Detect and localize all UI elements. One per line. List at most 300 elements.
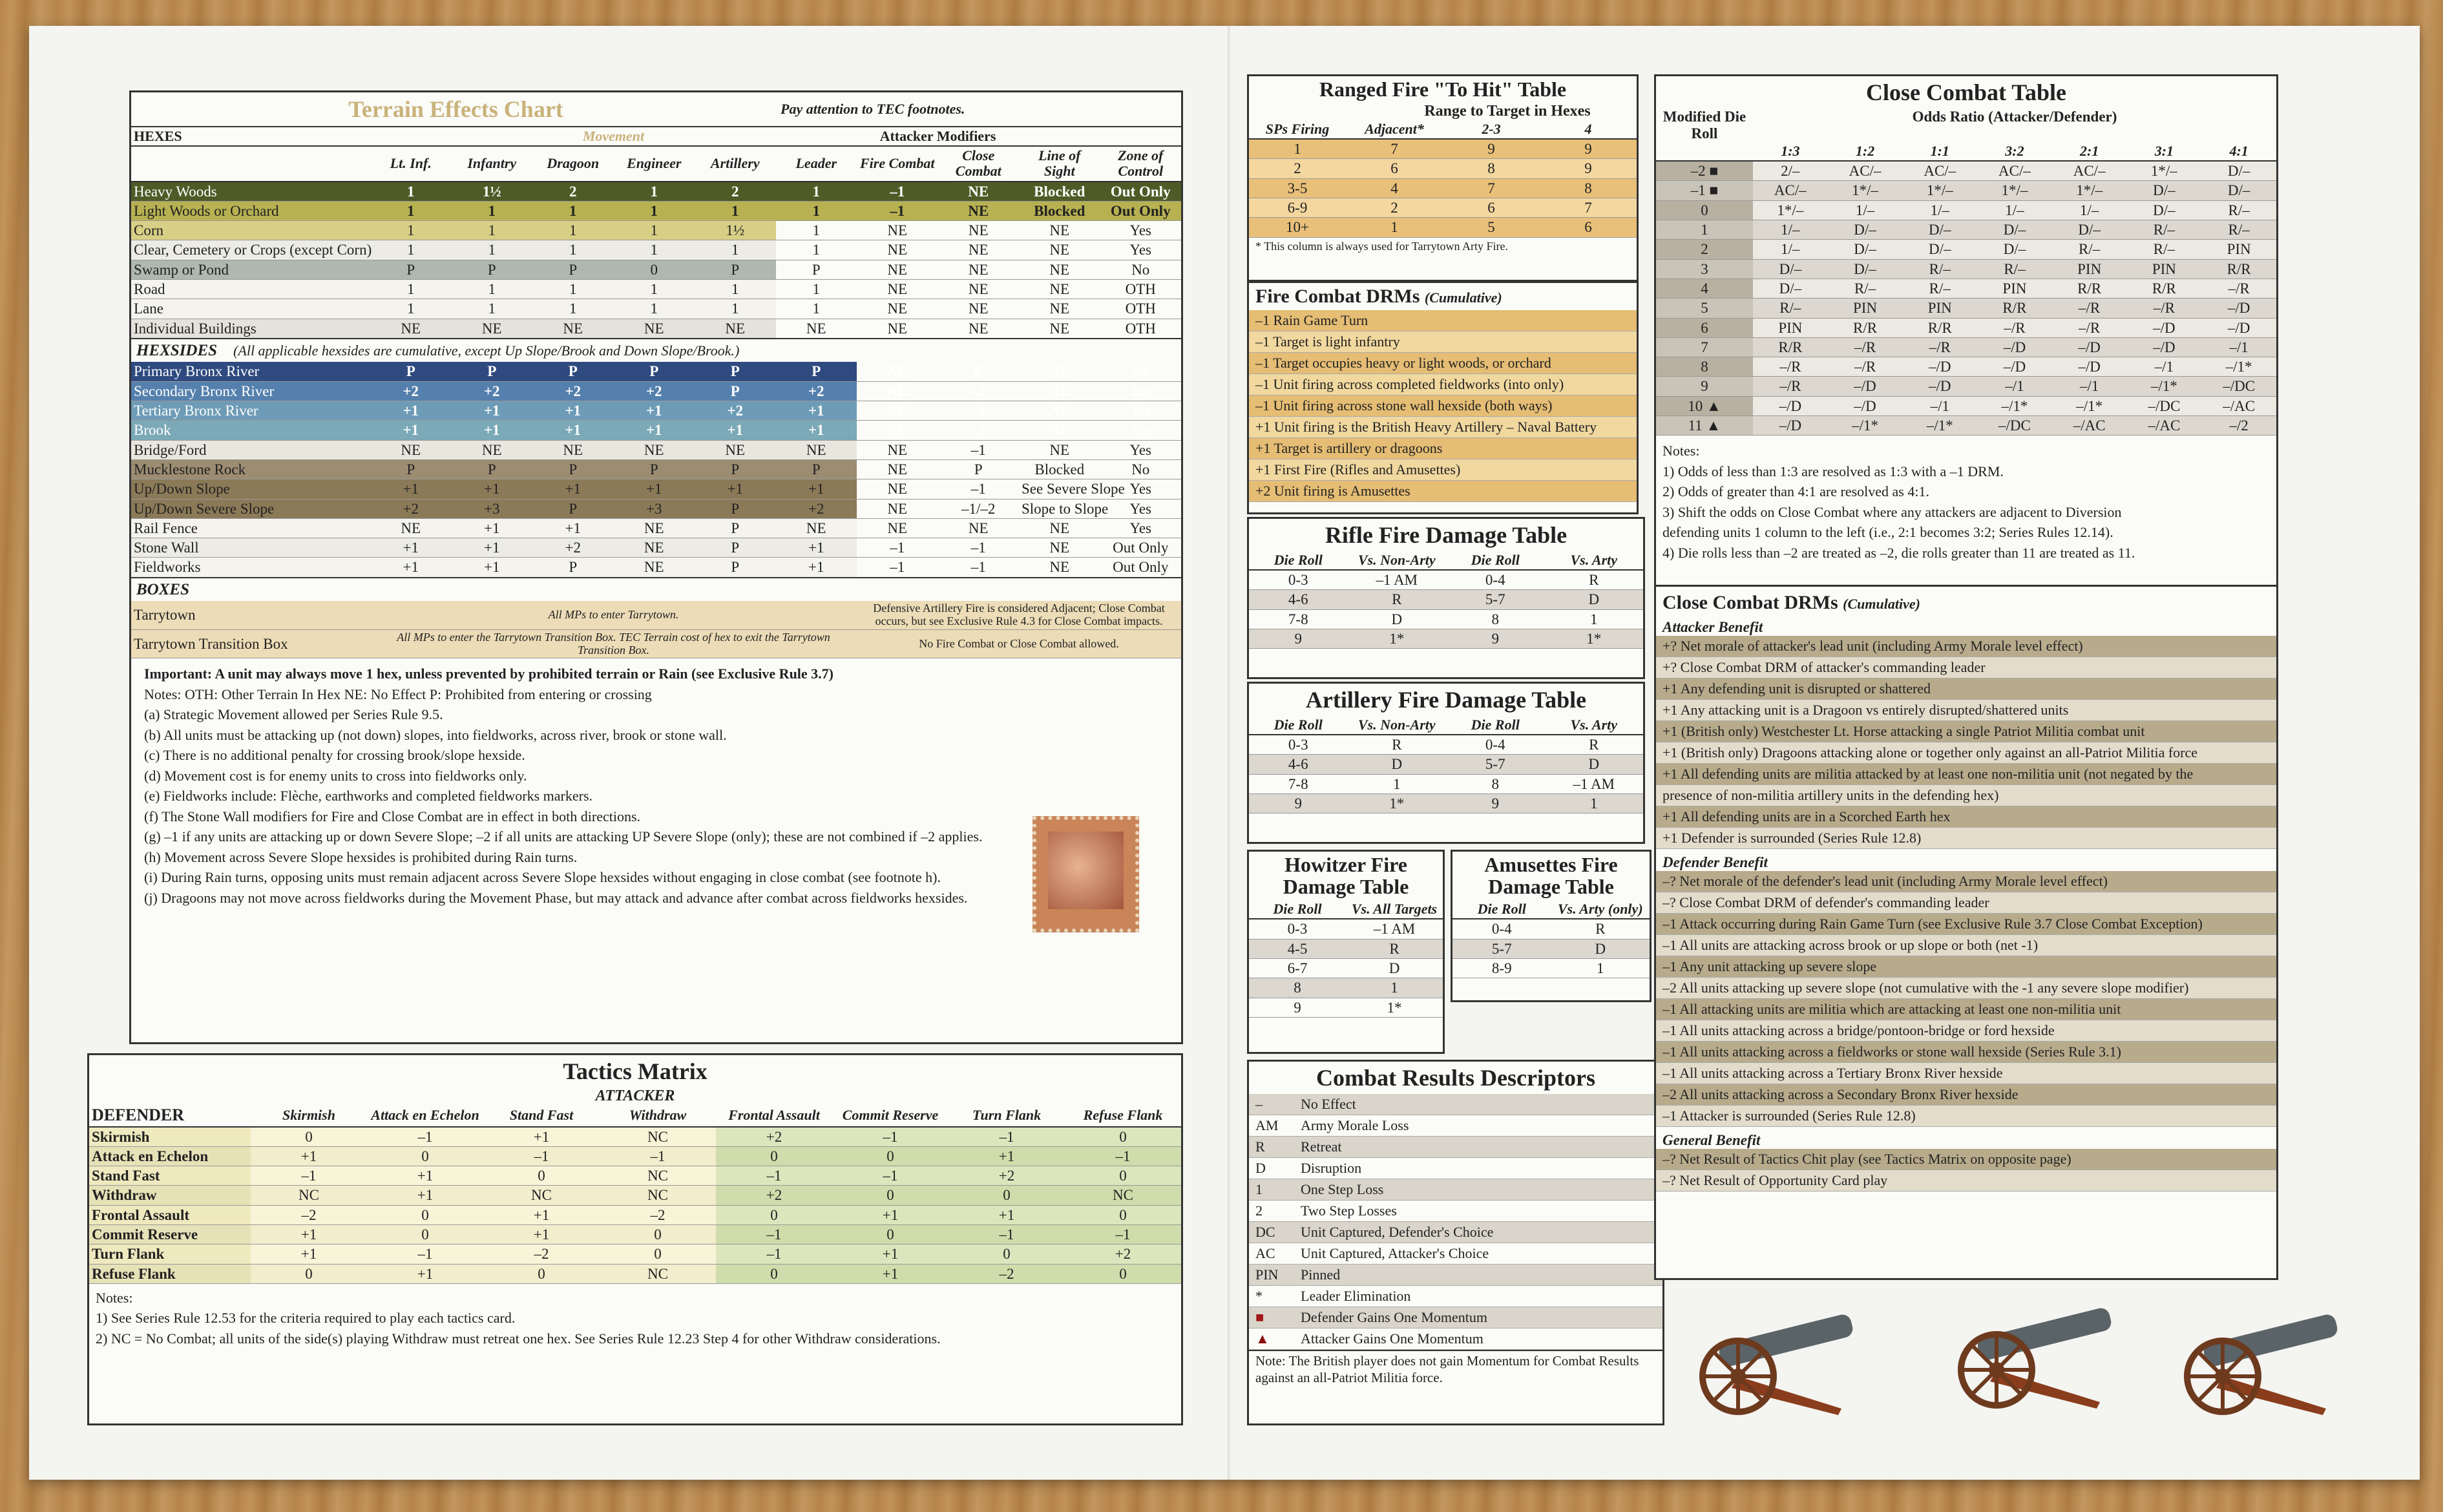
ranged-table — [1249, 120, 1637, 238]
footnote: (h) Movement across Severe Slope hexsides is prohibited during Rain turns. — [144, 848, 578, 865]
table-cell: Yes — [1100, 479, 1182, 499]
table-cell: R/R — [2127, 278, 2202, 298]
result-code: 2 — [1255, 1202, 1263, 1219]
drm-item: –1 Target is light infantry — [1249, 331, 1637, 353]
table-cell: –/D — [1753, 416, 1828, 436]
table-cell: Lane — [131, 299, 370, 319]
table-row — [1249, 939, 1443, 958]
table-cell: –/D — [1753, 396, 1828, 415]
table-cell: 1 — [370, 201, 452, 220]
table-cell: D/– — [1977, 220, 2052, 240]
table-row — [1656, 377, 2276, 396]
table-cell: –/AC — [2052, 416, 2127, 436]
drm-item: –1 Target occupies heavy or light woods, or orchard — [1249, 353, 1637, 374]
table-cell: NE — [1019, 558, 1100, 578]
table-row — [131, 558, 1181, 578]
general-benefit-label: General Benefit — [1662, 1132, 1761, 1148]
table-cell: P — [452, 459, 533, 479]
table-cell: NE — [938, 319, 1020, 339]
table-cell: –1 — [251, 1166, 367, 1186]
table-cell: –1 — [1065, 1225, 1181, 1244]
result-item — [1249, 1094, 1662, 1115]
terrain-chart-title: Terrain Effects Chart — [348, 96, 563, 122]
table-cell: P — [370, 459, 452, 479]
table-cell: 0 — [600, 1244, 716, 1264]
table-cell: 8 — [1443, 159, 1540, 178]
tactics-notes — [89, 1284, 1181, 1349]
table-cell: Up/Down Severe Slope — [131, 499, 370, 518]
table-row — [1249, 919, 1443, 939]
table-cell: –/DC — [2201, 377, 2276, 396]
table-cell: 1*/– — [1828, 181, 1903, 200]
note-line: defending units 1 column to the left (i.e., 2:1 becomes 3:2; Series Rules 12.14). — [1662, 524, 2113, 541]
table-cell: –/D — [1902, 377, 1977, 396]
table-cell: Corn — [131, 221, 370, 240]
table-cell: P — [776, 362, 857, 381]
table-cell: 5-7 — [1446, 590, 1545, 609]
table-cell: D — [1346, 958, 1443, 978]
table-row — [1249, 198, 1637, 218]
table-cell: 1 — [370, 182, 452, 202]
table-cell: R/– — [2052, 240, 2127, 259]
table-cell: 8 — [1540, 178, 1637, 198]
table-cell: NE — [857, 518, 938, 538]
table-cell: –1 AM — [1348, 570, 1447, 590]
table-cell: OTH — [1100, 319, 1182, 339]
table-cell: P — [532, 558, 614, 578]
table-cell: NC — [600, 1166, 716, 1186]
table-cell: 0 — [1065, 1264, 1181, 1283]
result-code: PIN — [1255, 1266, 1279, 1283]
table-cell: 4-5 — [1249, 939, 1346, 958]
table-cell: NE — [938, 201, 1020, 220]
table-cell: P — [695, 538, 776, 558]
table-cell: 4-6 — [1249, 755, 1348, 774]
table-cell: 1 — [776, 299, 857, 319]
table-cell: –1 — [716, 1225, 832, 1244]
table-cell: –/D — [2052, 337, 2127, 357]
table-cell: 1/– — [1753, 240, 1828, 259]
table-row — [1249, 794, 1643, 814]
table-cell: NE — [1019, 221, 1100, 240]
result-description: Retreat — [1301, 1139, 1342, 1155]
table-cell: 7 — [1656, 337, 1753, 357]
table-cell: 1/– — [2052, 200, 2127, 220]
result-description: No Effect — [1301, 1096, 1356, 1112]
drm-item: +1 First Fire (Rifles and Amusettes) — [1249, 459, 1637, 481]
table-cell: –2 — [483, 1244, 600, 1264]
table-cell: 2 — [1249, 159, 1346, 178]
table-row — [1249, 735, 1643, 755]
table-cell: 1 — [532, 299, 614, 319]
table-cell: +1 — [483, 1225, 600, 1244]
drm-item: +1 (British only) Dragoons attacking alone or together only against an all-Patriot Militia force — [1656, 742, 2276, 764]
table-cell: +1 — [949, 1146, 1065, 1166]
table-cell: +1 — [367, 1166, 483, 1186]
column-header: Commit Reserve — [832, 1105, 949, 1127]
table-cell: –1 — [857, 538, 938, 558]
table-cell: –/1 — [1977, 377, 2052, 396]
footnote: (a) Strategic Movement allowed per Series Rule 9.5. — [144, 706, 443, 723]
table-row — [1249, 958, 1443, 978]
table-cell: NE — [1019, 240, 1100, 260]
table-cell: –1 — [367, 1244, 483, 1264]
drm-item: –? Close Combat DRM of defender's commanding leader — [1656, 892, 2276, 914]
table-row — [1656, 200, 2276, 220]
amusettes-rows-table — [1452, 900, 1650, 978]
table-row — [1249, 629, 1643, 649]
column-header: Lt. Inf. — [370, 146, 452, 181]
table-cell: 0 — [1065, 1205, 1181, 1224]
table-cell: NE — [776, 319, 857, 339]
close-combat-title: Close Combat Table — [1865, 79, 2067, 105]
table-cell: Yes — [1100, 421, 1182, 440]
table-cell: NE — [938, 518, 1020, 538]
footnote: (f) The Stone Wall modifiers for Fire and Close Combat are in effect in both directions. — [144, 808, 641, 824]
drm-item: –1 All units are attacking across brook or up slope or both (net -1) — [1656, 935, 2276, 956]
table-row — [89, 1166, 1181, 1186]
table-cell: 3-5 — [1249, 178, 1346, 198]
result-item — [1249, 1265, 1662, 1286]
table-row — [131, 201, 1181, 220]
table-cell: D/– — [1753, 259, 1828, 278]
table-cell: –/R — [1828, 357, 1903, 377]
table-cell: +1 — [695, 479, 776, 499]
table-cell: R/R — [1753, 337, 1828, 357]
table-cell: Out Only — [1100, 558, 1182, 578]
table-cell: NE — [776, 440, 857, 459]
table-cell: 1*/– — [1753, 200, 1828, 220]
rifle-fire-table — [1247, 517, 1645, 679]
table-cell: 9 — [1656, 377, 1753, 396]
table-cell: +1 — [532, 479, 614, 499]
table-cell: D — [1545, 755, 1644, 774]
table-cell: +2 — [716, 1186, 832, 1205]
table-cell: +1 — [483, 1205, 600, 1224]
cc-drm-title: Close Combat DRMs — [1662, 592, 1838, 613]
table-cell: +1 — [532, 421, 614, 440]
attacker-benefit-label: Attacker Benefit — [1662, 619, 1763, 635]
table-cell: D/– — [1902, 220, 1977, 240]
table-cell: NE — [1019, 319, 1100, 339]
table-cell: P — [776, 260, 857, 279]
result-description: Army Morale Loss — [1301, 1117, 1409, 1133]
table-cell: 5 — [1443, 218, 1540, 237]
table-cell: –/R — [2052, 318, 2127, 337]
column-header: Vs. Non-Arty — [1348, 716, 1447, 735]
table-cell: +1 — [452, 401, 533, 421]
table-row — [1249, 139, 1637, 159]
table-cell: 6 — [1443, 198, 1540, 218]
table-row — [131, 518, 1181, 538]
table-cell: 1 — [776, 221, 857, 240]
table-cell: NE — [614, 558, 695, 578]
table-cell: +2 — [370, 381, 452, 401]
drm-item: +1 Target is artillery or dragoons — [1249, 438, 1637, 459]
table-cell: 9 — [1249, 998, 1346, 1017]
table-cell: +1 — [367, 1186, 483, 1205]
table-cell: Rail Fence — [131, 518, 370, 538]
table-cell: P — [452, 260, 533, 279]
fire-drm-list — [1249, 310, 1637, 502]
terrain-chart-note: Pay attention to TEC footnotes. — [781, 101, 965, 117]
column-header: Vs. Arty (only) — [1551, 900, 1650, 919]
table-cell: D — [1348, 609, 1447, 629]
table-cell: P — [938, 362, 1020, 381]
table-cell: –1 — [483, 1146, 600, 1166]
drm-item: –1 Unit firing across completed fieldworks (into only) — [1249, 374, 1637, 395]
table-cell: –1 AM — [1545, 774, 1644, 793]
table-cell: P — [532, 362, 614, 381]
table-cell: PIN — [1753, 318, 1828, 337]
table-cell: PIN — [1828, 299, 1903, 318]
table-cell: –1 — [949, 1225, 1065, 1244]
table-cell: 1/– — [1753, 220, 1828, 240]
box-combat: No Fire Combat or Close Combat allowed. — [857, 629, 1181, 658]
table-cell: –/1 — [2127, 357, 2202, 377]
table-cell: 1 — [370, 299, 452, 319]
table-cell: NE — [857, 479, 938, 499]
table-cell: 0 — [367, 1225, 483, 1244]
drm-item: –1 Attack occurring during Rain Game Turn (see Exclusive Rule 3.7 Close Combat Exception) — [1656, 914, 2276, 935]
drm-item: presence of non-militia artillery units in the defending hex) — [1656, 785, 2276, 806]
table-cell: –/R — [1977, 318, 2052, 337]
defender-benefit-label: Defender Benefit — [1662, 854, 1768, 870]
table-cell: No — [1100, 459, 1182, 479]
column-header: Refuse Flank — [1065, 1105, 1181, 1127]
table-cell: –/R — [1828, 337, 1903, 357]
table-cell: +1 — [370, 538, 452, 558]
table-cell: P — [532, 260, 614, 279]
table-cell: 4 — [1656, 278, 1753, 298]
drm-item: +1 All defending units are militia attacked by at least one non-militia unit (not negated by the — [1656, 764, 2276, 785]
table-row — [1249, 178, 1637, 198]
table-cell: 8 — [1249, 978, 1346, 998]
howitzer-table — [1247, 850, 1445, 1054]
table-cell: 1 — [614, 221, 695, 240]
table-cell: 0-3 — [1249, 735, 1348, 755]
table-row — [89, 1186, 1181, 1205]
table-cell: –/1* — [1902, 416, 1977, 436]
table-cell: R/R — [1977, 299, 2052, 318]
table-cell: NE — [857, 240, 938, 260]
table-cell: Yes — [1100, 401, 1182, 421]
table-cell: D/– — [2052, 220, 2127, 240]
box-movement: All MPs to enter the Tarrytown Transition Box. TEC Terrain cost of hex to exit the Tarrytown Transition Box. — [370, 629, 857, 658]
table-cell: 0 — [483, 1264, 600, 1283]
hexes-section-label: HEXES — [131, 127, 370, 146]
table-cell: –1 — [832, 1166, 949, 1186]
table-row — [131, 240, 1181, 260]
table-cell: 7-8 — [1249, 774, 1348, 793]
result-item — [1249, 1328, 1662, 1350]
table-row — [1452, 939, 1650, 958]
table-cell: 1 — [1545, 609, 1644, 629]
table-cell: NE — [857, 459, 938, 479]
table-cell: NE — [857, 299, 938, 319]
fire-drm-title: Fire Combat DRMs — [1255, 286, 1420, 307]
general-benefit-list — [1656, 1149, 2276, 1192]
table-cell: NE — [857, 260, 938, 279]
table-cell: 1* — [1348, 794, 1447, 814]
table-row — [1249, 998, 1443, 1017]
table-row — [1249, 609, 1643, 629]
result-code: – — [1255, 1096, 1263, 1112]
table-cell: R — [1545, 570, 1644, 590]
table-row — [1249, 570, 1643, 590]
column-header: Skirmish — [251, 1105, 367, 1127]
table-cell: 1 — [695, 201, 776, 220]
column-header: SPs Firing — [1249, 120, 1346, 139]
column-header: Dragoon — [532, 146, 614, 181]
table-cell: P — [695, 362, 776, 381]
table-cell: –1 — [832, 1127, 949, 1147]
table-cell: 5 — [1656, 299, 1753, 318]
table-cell: –2 ■ — [1656, 161, 1753, 181]
table-cell: +1 — [532, 518, 614, 538]
table-row — [1249, 590, 1643, 609]
table-cell: 4 — [1346, 178, 1443, 198]
footnote: (j) Dragoons may not move across fieldworks during the Movement Phase, but may attack and advance after combat across fieldworks hexsides. — [144, 889, 968, 906]
table-row — [131, 499, 1181, 518]
column-header: 2:1 — [2052, 142, 2127, 161]
table-cell: 0 — [949, 1186, 1065, 1205]
table-cell: –/R — [1753, 357, 1828, 377]
amusettes-table — [1451, 850, 1651, 1002]
table-cell: AC/– — [1753, 181, 1828, 200]
table-row — [1249, 218, 1637, 237]
table-cell: 8-9 — [1452, 958, 1551, 978]
table-cell: Mucklestone Rock — [131, 459, 370, 479]
result-code: D — [1255, 1160, 1266, 1176]
table-cell: 1 — [452, 299, 533, 319]
table-cell: 1 — [370, 240, 452, 260]
column-header: Vs. All Targets — [1346, 900, 1443, 919]
table-cell: –2 — [949, 1264, 1065, 1283]
table-cell: NE — [370, 319, 452, 339]
table-row — [1656, 240, 2276, 259]
attacker-benefit-list — [1656, 636, 2276, 849]
terrain-effects-chart — [129, 90, 1183, 1044]
table-cell: 0 — [367, 1205, 483, 1224]
terrain-footnotes — [138, 704, 1175, 908]
table-cell: NE — [370, 440, 452, 459]
table-cell: NE — [532, 319, 614, 339]
table-cell: D/– — [1828, 240, 1903, 259]
table-cell: AC/– — [1828, 161, 1903, 181]
table-cell: 1 — [614, 280, 695, 299]
result-code: AM — [1255, 1117, 1279, 1133]
result-code: AC — [1255, 1245, 1275, 1261]
attacker-modifiers-header: Attacker Modifiers — [857, 127, 1019, 146]
table-cell: 9 — [1446, 794, 1545, 814]
table-cell: +1 — [776, 421, 857, 440]
table-cell: +1 — [832, 1264, 949, 1283]
drm-item: +1 Unit firing is the British Heavy Artillery – Naval Battery — [1249, 417, 1637, 438]
result-description: One Step Loss — [1301, 1181, 1384, 1197]
table-cell: D — [1551, 939, 1650, 958]
column-header: Adjacent* — [1346, 120, 1443, 139]
drm-item: –? Net Result of Tactics Chit play (see Tactics Matrix on opposite page) — [1656, 1149, 2276, 1170]
column-header: Frontal Assault — [716, 1105, 832, 1127]
table-cell: Skirmish — [89, 1127, 251, 1147]
table-cell: 1 — [1346, 978, 1443, 998]
table-cell: 0-4 — [1446, 570, 1545, 590]
result-item — [1249, 1158, 1662, 1179]
table-cell: –/D — [1828, 377, 1903, 396]
table-cell: 2 — [1346, 198, 1443, 218]
table-cell: 0 — [614, 260, 695, 279]
center-fold — [1228, 26, 1232, 1480]
table-cell: –/D — [2201, 318, 2276, 337]
table-cell: +1 — [251, 1146, 367, 1166]
table-cell: –/D — [1977, 337, 2052, 357]
table-cell: 4-6 — [1249, 590, 1348, 609]
footnote: (i) During Rain turns, opposing units must remain adjacent across Severe Slope hexsides without engaging in close combat (see footnote h). — [144, 869, 941, 886]
drm-item: –1 All units attacking across a Tertiary Bronx River hexside — [1656, 1063, 2276, 1084]
table-cell: D — [1545, 590, 1644, 609]
table-cell: 0 — [1065, 1166, 1181, 1186]
table-cell: –/R — [2052, 299, 2127, 318]
table-cell: OTH — [1100, 280, 1182, 299]
table-row — [1656, 337, 2276, 357]
table-cell: 6 — [1346, 159, 1443, 178]
result-code: DC — [1255, 1224, 1275, 1240]
table-cell: Individual Buildings — [131, 319, 370, 339]
table-cell: +2 — [1065, 1244, 1181, 1264]
table-cell: 1½ — [452, 182, 533, 202]
table-cell: 7 — [1540, 198, 1637, 218]
table-cell: +2 — [370, 499, 452, 518]
table-cell: NE — [857, 440, 938, 459]
ranged-title: Ranged Fire "To Hit" Table — [1319, 78, 1567, 101]
column-header: Turn Flank — [949, 1105, 1065, 1127]
column-header: Die Roll — [1249, 716, 1348, 735]
table-cell: 1 — [1348, 774, 1447, 793]
table-cell: 1 — [452, 280, 533, 299]
abbrev-note: Notes: OTH: Other Terrain In Hex NE: No Effect P: Prohibited from entering or crossing — [144, 686, 652, 702]
result-description: Disruption — [1301, 1160, 1362, 1176]
table-cell: NE — [857, 280, 938, 299]
drm-item: –? Net morale of the defender's lead unit (including Army Morale level effect) — [1656, 871, 2276, 892]
table-cell: 1 — [452, 201, 533, 220]
note-line: 4) Die rolls less than –2 are treated as –2, die rolls greater than 11 are treated as 11. — [1662, 544, 2135, 561]
drm-item: +? Net morale of attacker's lead unit (including Army Morale level effect) — [1656, 636, 2276, 657]
table-cell: +2 — [776, 499, 857, 518]
table-cell: +3 — [452, 499, 533, 518]
table-cell: NE — [857, 401, 938, 421]
table-cell: 6 — [1540, 218, 1637, 237]
result-code: R — [1255, 1139, 1265, 1155]
table-row — [1656, 318, 2276, 337]
table-cell: Stone Wall — [131, 538, 370, 558]
table-cell: 0 — [251, 1264, 367, 1283]
drm-item: +1 Any attacking unit is a Dragoon vs entirely disrupted/shattered units — [1656, 700, 2276, 721]
combat-results-descriptors — [1247, 1060, 1664, 1425]
result-item — [1249, 1201, 1662, 1222]
column-header: 3:2 — [1977, 142, 2052, 161]
table-cell: –/D — [2127, 318, 2202, 337]
table-cell: 1 — [532, 240, 614, 260]
table-row — [1656, 259, 2276, 278]
table-cell: 5-7 — [1446, 755, 1545, 774]
table-cell: 1 — [695, 280, 776, 299]
table-cell: R/– — [1828, 278, 1903, 298]
tactics-title: Tactics Matrix — [563, 1058, 708, 1084]
column-header: 3:1 — [2127, 142, 2202, 161]
table-cell: NE — [1019, 260, 1100, 279]
modified-die-roll-label: Modified Die Roll — [1662, 109, 1746, 142]
